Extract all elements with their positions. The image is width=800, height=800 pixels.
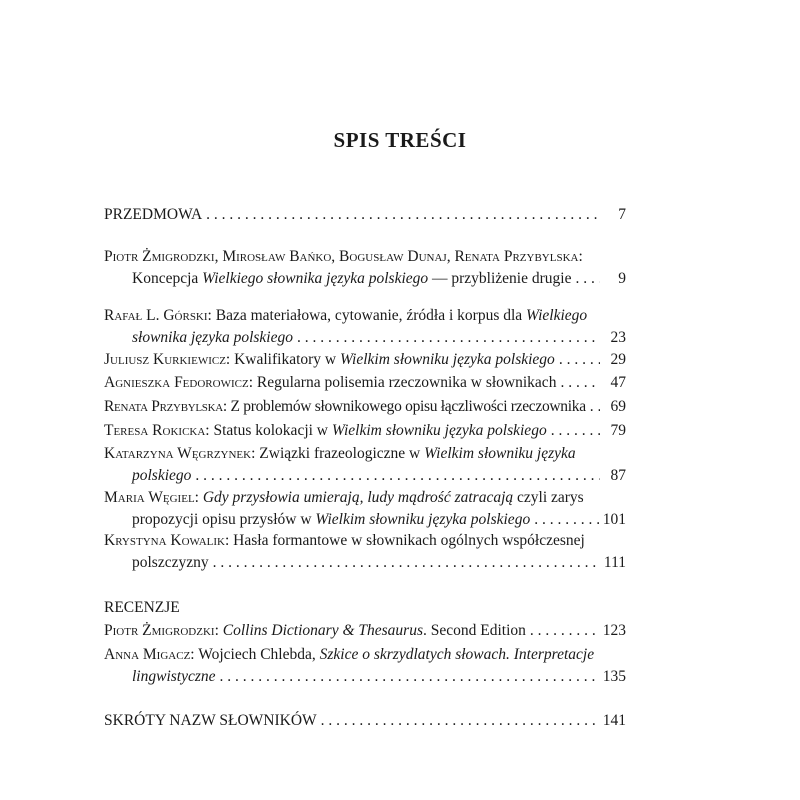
entry-first-line: Anna Migacz: Wojciech Chlebda, Szkice o skrzydlatych słowach. Interpretacje xyxy=(104,646,595,663)
page-number: 9 xyxy=(618,270,626,287)
title-italic: Wielkim słowniku języka polskiego xyxy=(340,351,555,368)
entry-author: Rafał L. Górski xyxy=(104,307,208,324)
title-italic: Szkice o skrzydlatych słowach. Interpretacje xyxy=(319,646,595,663)
dot-leader xyxy=(590,396,600,418)
page-number: 111 xyxy=(603,554,626,571)
title-italic: Wielkiego xyxy=(526,307,588,324)
title-text: Kwalifikatory w xyxy=(234,351,337,368)
dot-leader xyxy=(534,509,599,531)
entry-title: PRZEDMOWA xyxy=(104,206,203,223)
toc-entry-przybylska[interactable] xyxy=(104,396,626,418)
entry-first-line: Maria Węgiel: Gdy przysłowia umierają, ludy mądrość zatracają czyli zarys xyxy=(104,489,584,506)
title-text: Związki frazeologiczne w xyxy=(259,445,421,462)
entry-title: Agnieszka Fedorowicz: Regularna polisemia rzeczownika w słownikach xyxy=(104,374,557,391)
entry-first-line: Rafał L. Górski: Baza materiałowa, cytowanie, źródła i korpus dla Wielkiego xyxy=(104,307,588,324)
dot-leader xyxy=(530,620,599,642)
page-number: 101 xyxy=(602,511,626,528)
dot-leader xyxy=(321,710,599,732)
title-italic: Wielkim słowniku języka polskiego xyxy=(331,422,547,439)
page-number: 47 xyxy=(610,374,626,391)
entry-author: Agnieszka Fedorowicz xyxy=(104,374,249,391)
toc-entry-rokicka[interactable] xyxy=(104,420,626,442)
title-text: Z problemów słownikowego opisu łączliwości rzeczownika xyxy=(230,398,586,415)
entry-author: Krystyna Kowalik xyxy=(104,532,225,549)
page-number: 69 xyxy=(610,398,626,415)
title-text: Regularna polisemia rzeczownika w słownikach xyxy=(256,374,557,391)
entry-title: Piotr Żmigrodzki: Collins Dictionary & Thesaurus. Second Edition xyxy=(104,622,526,639)
toc-entry-koncepcja[interactable] xyxy=(104,246,626,290)
toc-entry-review-migacz[interactable] xyxy=(104,644,626,688)
toc-entry-przedmowa[interactable] xyxy=(104,204,626,226)
title-italic: Collins Dictionary & Thesaurus xyxy=(222,622,423,639)
toc-entry-skroty[interactable] xyxy=(104,710,626,732)
entry-title: Teresa Rokicka: Status kolokacji w Wielkim słowniku języka polskiego xyxy=(104,422,547,439)
title-text: czyli zarys xyxy=(517,489,584,506)
dot-leader xyxy=(551,420,600,442)
entry-second-line xyxy=(132,509,530,531)
dot-leader xyxy=(560,372,600,394)
toc-entry-kowalik[interactable] xyxy=(104,530,626,574)
section-heading-recenzje: RECENZJE xyxy=(104,599,180,616)
page-number: 135 xyxy=(602,668,626,685)
dot-leader xyxy=(559,349,600,371)
entry-title: Juliusz Kurkiewicz: Kwalifikatory w Wielkim słowniku języka polskiego xyxy=(104,351,555,368)
entry-author: Piotr Żmigrodzki xyxy=(104,622,215,639)
title-text: — przybliżenie drugie xyxy=(428,270,572,287)
toc-entry-fedorowicz[interactable] xyxy=(104,372,626,394)
title-text: propozycji opisu przysłów w xyxy=(132,511,312,528)
page-number: 23 xyxy=(610,329,626,346)
entry-author: Maria Węgiel xyxy=(104,489,195,506)
page-number: 123 xyxy=(602,622,626,639)
title-italic: Wielkim słowniku języka polskiego xyxy=(315,511,531,528)
dot-leader xyxy=(213,552,600,574)
page-number: 29 xyxy=(610,351,626,368)
title-text: Hasła formantowe w słownikach ogólnych współczesnej xyxy=(233,532,585,549)
entry-author: Renata Przybylska xyxy=(104,398,223,415)
title-italic: polskiego xyxy=(132,467,192,484)
title-italic: lingwistyczne xyxy=(132,668,216,685)
title-text: Koncepcja xyxy=(132,270,203,287)
page-number: 87 xyxy=(610,467,626,484)
entry-author: Juliusz Kurkiewicz xyxy=(104,351,226,368)
title-text: Status kolokacji w xyxy=(213,422,329,439)
entry-author: Anna Migacz xyxy=(104,646,191,663)
entry-title xyxy=(132,268,571,290)
entry-author: Teresa Rokicka xyxy=(104,422,206,439)
title-text: Wojciech Chlebda, xyxy=(198,646,316,663)
entry-first-line: Katarzyna Węgrzynek: Związki frazeologiczne w Wielkim słowniku języka xyxy=(104,445,576,462)
title-text: Baza materiałowa, cytowanie, źródła i korpus dla xyxy=(215,307,523,324)
title-italic: Wielkim słowniku języka xyxy=(424,445,576,462)
dot-leader xyxy=(575,268,600,290)
page-number: 141 xyxy=(602,712,626,729)
title-text: . Second Edition xyxy=(423,622,526,639)
entry-title: SKRÓTY NAZW SŁOWNIKÓW xyxy=(104,712,317,729)
title-italic: Gdy przysłowia umierają, ludy mądrość zatracają xyxy=(202,489,514,506)
page-title: SPIS TREŚCI xyxy=(333,128,467,152)
title-text: polszczyzny xyxy=(132,554,209,571)
page-number: 7 xyxy=(618,206,626,223)
dot-leader xyxy=(297,327,600,349)
dot-leader xyxy=(195,465,600,487)
toc-entry-wegrzynek[interactable] xyxy=(104,443,626,487)
toc-entry-gorski[interactable] xyxy=(104,305,626,349)
entry-author: Katarzyna Węgrzynek xyxy=(104,445,252,462)
page-number: 79 xyxy=(610,422,626,439)
toc-entry-wegiel[interactable] xyxy=(104,487,626,531)
toc-entry-review-zmigrodzki[interactable] xyxy=(104,620,626,642)
dot-leader xyxy=(220,666,599,688)
entry-first-line: Krystyna Kowalik: Hasła formantowe w słownikach ogólnych współczesnej xyxy=(104,532,585,549)
title-italic: słownika języka polskiego xyxy=(132,329,293,346)
dot-leader xyxy=(206,204,600,226)
title-italic: Wielkiego słownika języka polskiego xyxy=(202,270,429,287)
entry-title: Renata Przybylska: Z problemów słownikowego opisu łączliwości rzeczownika xyxy=(104,398,586,415)
toc-entry-kurkiewicz[interactable] xyxy=(104,349,626,371)
entry-authors: Piotr Żmigrodzki, Mirosław Bańko, Bogusław Dunaj, Renata Przybylska: xyxy=(104,248,583,265)
